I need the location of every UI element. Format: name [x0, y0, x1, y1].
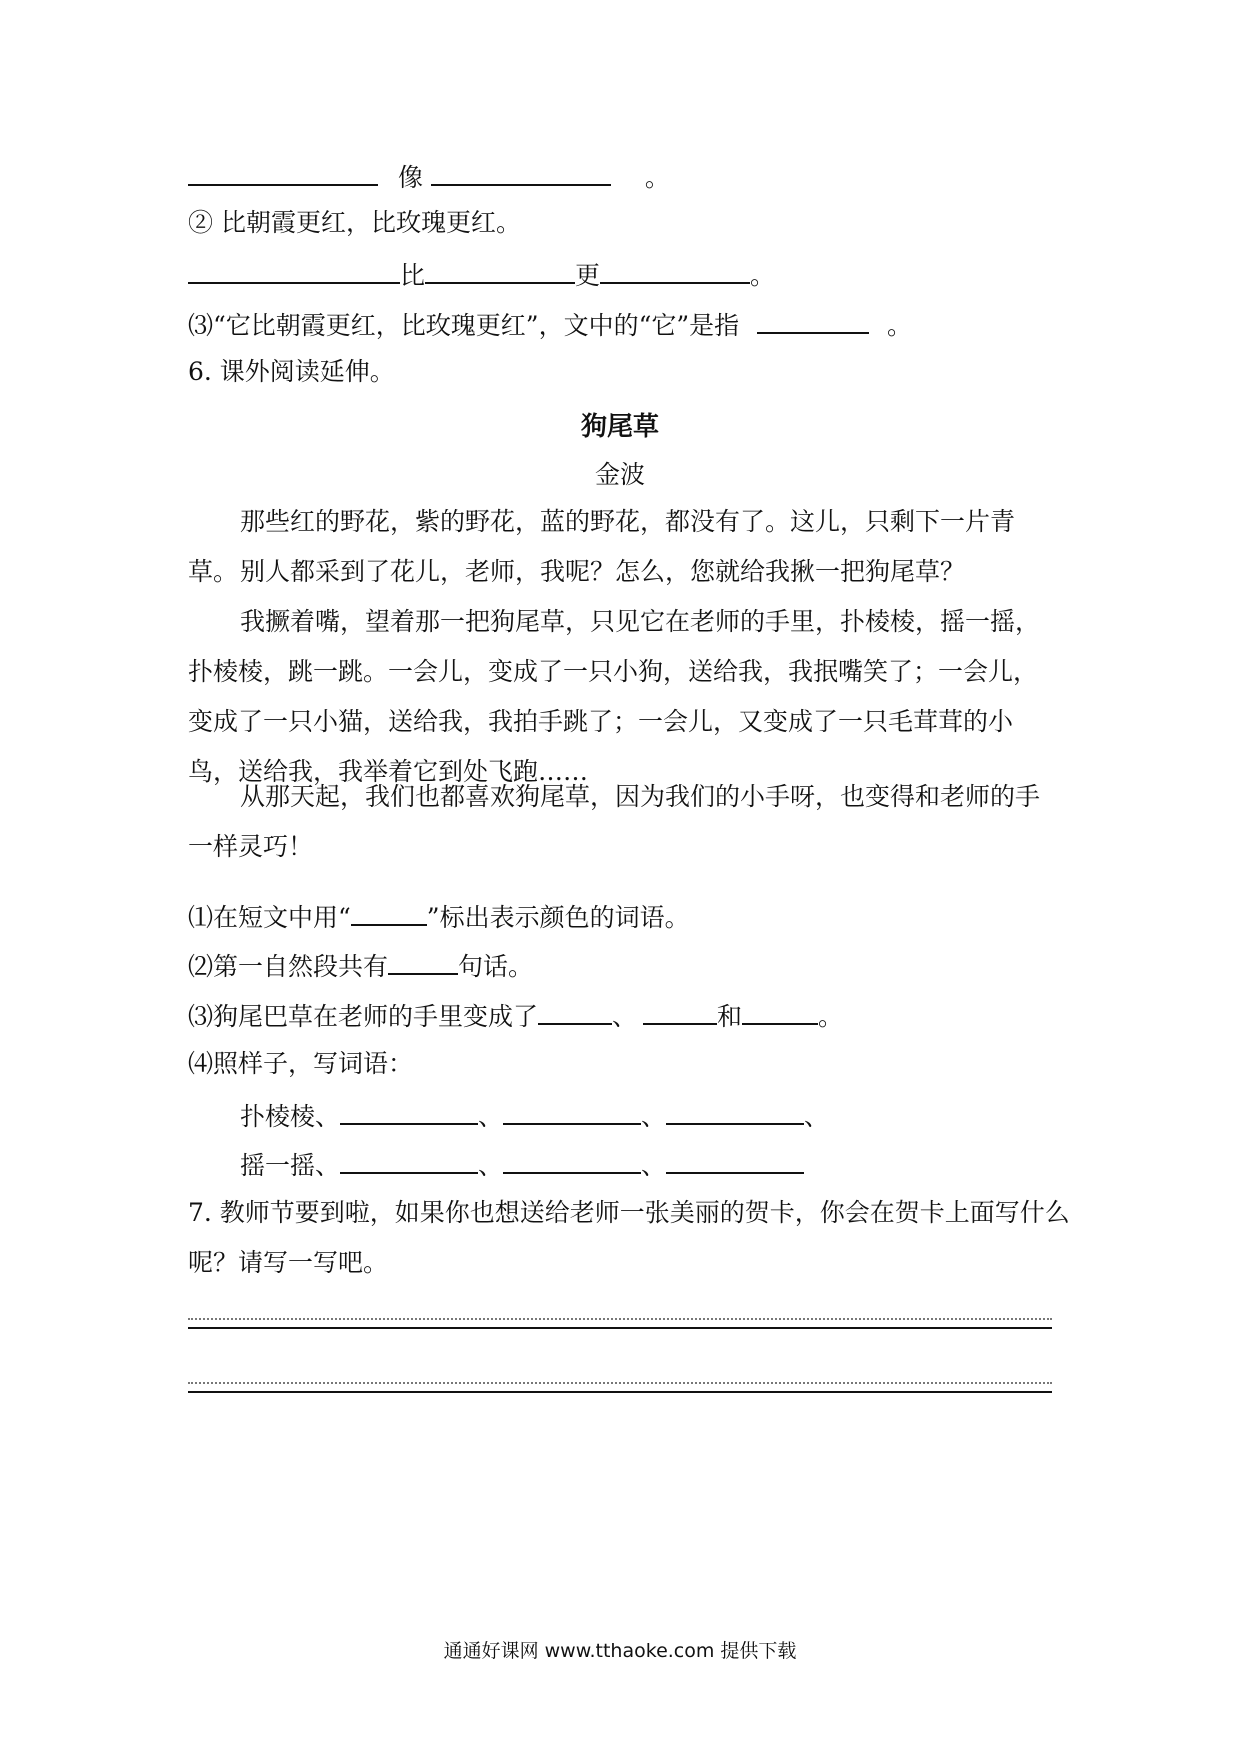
separator: 、	[641, 1151, 667, 1180]
example-row-1	[240, 1097, 829, 1134]
q6-sub2-text: ⑵第一自然段共有	[188, 952, 389, 981]
passage-title: 狗尾草	[580, 412, 659, 442]
q5-item2: ② 比朝霞更红，比玫瑰更红。	[188, 208, 521, 237]
answer-blank[interactable]	[600, 256, 750, 284]
footer-credit: 通通好课网 www.tthaoke.com 提供下载	[443, 1640, 797, 1662]
answer-blank[interactable]	[643, 997, 717, 1025]
separator: 、	[612, 1002, 638, 1031]
separator: 、	[478, 1151, 504, 1180]
q6-sub3-text: ⑶狗尾巴草在老师的手里变成了	[188, 1002, 539, 1031]
paragraph-4: 从那天起，我们也都喜欢狗尾草，因为我们的小手呀，也变得和老师的手一样灵巧！	[188, 782, 1041, 861]
word-xiang: 像	[397, 163, 423, 192]
word-he: 和	[717, 1002, 743, 1031]
answer-blank[interactable]	[757, 306, 869, 334]
answer-blank[interactable]	[666, 1146, 804, 1174]
paragraph-2: 别人都采到了花儿，老师，我呢？怎么，您就给我揪一把狗尾草？	[240, 557, 966, 586]
q5-item3-text: ⑶“它比朝霞更红，比玫瑰更红”，文中的“它”是指	[188, 311, 740, 340]
q6-sub1-text-end: ”标出表示颜色的词语。	[426, 903, 690, 932]
answer-blank[interactable]	[666, 1097, 804, 1125]
q7-text-line2: 呢？请写一写吧。	[188, 1248, 389, 1277]
writing-line[interactable]	[188, 1391, 1052, 1393]
answer-blank[interactable]	[188, 256, 400, 284]
separator: 、	[641, 1102, 667, 1131]
passage-author: 金波	[594, 460, 645, 489]
answer-blank[interactable]	[340, 1146, 478, 1174]
q6-sub2-text-end: 句话。	[458, 952, 534, 981]
period: 。	[887, 311, 913, 340]
q6-sub1-text: ⑴在短文中用“	[188, 903, 351, 932]
example-word-1: 扑棱棱、	[240, 1102, 341, 1131]
q5-line2	[188, 256, 775, 293]
q5-item3	[188, 306, 912, 343]
q6-sub1	[188, 898, 690, 935]
example-row-2	[240, 1146, 804, 1183]
period: 。	[750, 261, 776, 290]
writing-guide-dots	[188, 1382, 1052, 1384]
answer-blank[interactable]	[388, 947, 458, 975]
answer-blank[interactable]	[425, 256, 575, 284]
word-bi: 比	[400, 261, 426, 290]
answer-blank[interactable]	[503, 1097, 641, 1125]
writing-line[interactable]	[188, 1327, 1052, 1329]
answer-blank[interactable]	[431, 158, 611, 186]
q6-heading: 6. 课外阅读延伸。	[188, 357, 395, 386]
answer-blank[interactable]	[188, 158, 378, 186]
answer-blank[interactable]	[340, 1097, 478, 1125]
paragraph-1: 那些红的野花，紫的野花，蓝的野花，都没有了。这儿，只剩下一片青草。	[188, 507, 1016, 586]
q5-line1	[188, 158, 670, 195]
q6-sub3	[188, 997, 843, 1034]
answer-blank[interactable]	[538, 997, 612, 1025]
period: 。	[818, 1002, 844, 1031]
q6-sub4: ⑷照样子，写词语：	[188, 1049, 414, 1078]
q6-sub2	[188, 947, 533, 984]
period: 。	[644, 163, 670, 192]
answer-blank[interactable]	[742, 997, 818, 1025]
answer-blank[interactable]	[503, 1146, 641, 1174]
paragraph-3: 我撅着嘴，望着那一把狗尾草，只见它在老师的手里，扑棱棱，摇一摇，扑棱棱，跳一跳。一会儿，变成了一只小狗，送给我，我抿嘴笑了；一会儿，变成了一只小猫，送给我，我拍手跳了；一会儿，又变成了一只毛茸茸的小鸟，送给我，我举着它到处飞跑……	[188, 607, 1041, 786]
example-word-2: 摇一摇、	[240, 1151, 341, 1180]
writing-guide-dots	[188, 1318, 1052, 1320]
answer-blank[interactable]	[351, 898, 427, 926]
word-geng: 更	[575, 261, 601, 290]
separator: 、	[804, 1102, 830, 1131]
separator: 、	[478, 1102, 504, 1131]
q7-text-line1: 7. 教师节要到啦，如果你也想送给老师一张美丽的贺卡，你会在贺卡上面写什么	[188, 1198, 1070, 1227]
